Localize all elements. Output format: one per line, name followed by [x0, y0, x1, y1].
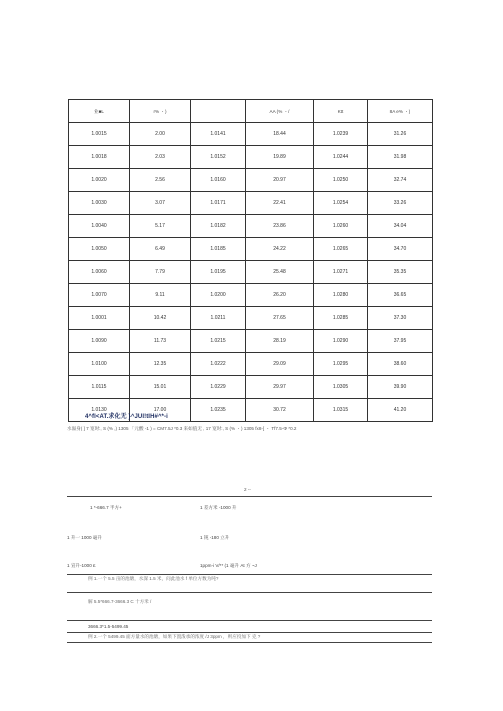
table-cell: 1.0280 — [314, 284, 368, 307]
table-row — [69, 284, 433, 307]
table-cell: 1.0015 — [69, 123, 130, 146]
table-cell: 31.98 — [368, 146, 433, 169]
table-row — [69, 376, 433, 399]
table-cell: 3.07 — [130, 192, 191, 215]
table-cell: 28.19 — [246, 330, 314, 353]
table-header-row — [69, 100, 433, 123]
table-cell: 1.0171 — [191, 192, 246, 215]
divider-top — [67, 496, 432, 497]
table-cell: 9.11 — [130, 284, 191, 307]
table-row — [69, 353, 433, 376]
table-cell: 1.0070 — [69, 284, 130, 307]
unit-line-3b: 1ppm-i V/** (1 毫升 At 方 ~J — [200, 563, 257, 568]
unit-line-1a: 1 *-666.7 半方+ — [90, 505, 122, 510]
table-row — [69, 238, 433, 261]
table-cell: 1.0315 — [314, 399, 368, 422]
unit-line-2b: 1 钝 -180 立升 — [200, 535, 230, 540]
table-cell: 1.0260 — [314, 215, 368, 238]
table-cell: 1.0050 — [69, 238, 130, 261]
table-cell: 1.0295 — [314, 353, 368, 376]
table-cell: 1.0254 — [314, 192, 368, 215]
column-header — [191, 100, 246, 123]
column-header: r% ・) — [130, 100, 191, 123]
table-cell: 34.70 — [368, 238, 433, 261]
divider-4 — [67, 632, 432, 633]
table-cell: 1.0018 — [69, 146, 130, 169]
table-cell: 1.0290 — [314, 330, 368, 353]
table-cell: 20.97 — [246, 169, 314, 192]
table-row — [69, 307, 433, 330]
page-number: 2 -- — [244, 487, 251, 492]
example-1-answer: 解 5.5*666.7-3666.3 C 十方米 / — [88, 599, 152, 604]
column-header: 8A e% ・) — [368, 100, 433, 123]
table-cell: 29.09 — [246, 353, 314, 376]
table-cell: 1.0185 — [191, 238, 246, 261]
table-cell: 1.0305 — [314, 376, 368, 399]
table-cell: 1.0244 — [314, 146, 368, 169]
table-cell: 1.0100 — [69, 353, 130, 376]
table-cell: 1.0090 — [69, 330, 130, 353]
table-cell: 6.49 — [130, 238, 191, 261]
unit-line-1b: 1 差方米 -1000 升 — [200, 505, 237, 510]
table-cell: 1.0250 — [314, 169, 368, 192]
table-cell: 1.0030 — [69, 192, 130, 215]
table-cell: 1.0271 — [314, 261, 368, 284]
table-row — [69, 192, 433, 215]
table-cell: 37.30 — [368, 307, 433, 330]
table-cell: 34.04 — [368, 215, 433, 238]
table-cell: 1.0001 — [69, 307, 130, 330]
table-cell: 39.90 — [368, 376, 433, 399]
table-cell: 26.20 — [246, 284, 314, 307]
table-cell: 1.0215 — [191, 330, 246, 353]
table-cell: 1.0152 — [191, 146, 246, 169]
table-cell: 1.0229 — [191, 376, 246, 399]
table-row — [69, 146, 433, 169]
table-cell: 30.72 — [246, 399, 314, 422]
table-cell: 1.0200 — [191, 284, 246, 307]
table-cell: 1.0285 — [314, 307, 368, 330]
table-cell: 36.65 — [368, 284, 433, 307]
table-cell: 41.20 — [368, 399, 433, 422]
table-cell: 17.00 — [130, 399, 191, 422]
divider-1 — [67, 574, 432, 575]
example-1-question: 例 1.一个 5.5 亩的池塘，水深 1.5 米，问此池水 f 单位方数为吨? — [88, 576, 219, 581]
table-cell: 1.0141 — [191, 123, 246, 146]
table-cell: 1.0239 — [314, 123, 368, 146]
table-cell: 1.0040 — [69, 215, 130, 238]
table-cell: 1.0235 — [191, 399, 246, 422]
column-header: Ktt — [314, 100, 368, 123]
divider-3 — [67, 620, 432, 621]
table-cell: 32.74 — [368, 169, 433, 192]
table-cell: 1.0060 — [69, 261, 130, 284]
unit-line-2a: 1 升一 1000 毫升 — [67, 535, 102, 540]
table-cell: 25.48 — [246, 261, 314, 284]
table-cell: 35.35 — [368, 261, 433, 284]
table-row — [69, 215, 433, 238]
table-cell: 24.22 — [246, 238, 314, 261]
example-2-question: 例 2.一个 5499.45 面方量水的池塘，如果下置泼承的浓度 /J 3ppm ，则应投加下 克 ? — [88, 634, 261, 639]
table-cell: 2.56 — [130, 169, 191, 192]
table-cell: 38.60 — [368, 353, 433, 376]
table-cell: 2.03 — [130, 146, 191, 169]
table-row — [69, 261, 433, 284]
table-cell: 1.0222 — [191, 353, 246, 376]
table-cell: 27.65 — [246, 307, 314, 330]
table-cell: 2.00 — [130, 123, 191, 146]
table-cell: 10.42 — [130, 307, 191, 330]
table-cell: 22.41 — [246, 192, 314, 215]
table-row — [69, 169, 433, 192]
table-cell: 1.0182 — [191, 215, 246, 238]
table-cell: 33.26 — [368, 192, 433, 215]
table-cell: 15.01 — [130, 376, 191, 399]
table-cell: 1.0020 — [69, 169, 130, 192]
unit-line-3a: 1 宣升-1000 £ — [67, 563, 96, 568]
divider-5 — [67, 642, 432, 643]
table-cell: 1.0265 — [314, 238, 368, 261]
table-row — [69, 330, 433, 353]
table-cell: 7.79 — [130, 261, 191, 284]
table-row — [69, 123, 433, 146]
table-cell: 1.0115 — [69, 376, 130, 399]
table-cell: 31.26 — [368, 123, 433, 146]
table-cell: 1.0211 — [191, 307, 246, 330]
table-cell: 19.89 — [246, 146, 314, 169]
table-cell: 18.44 — [246, 123, 314, 146]
table-cell: 11.73 — [130, 330, 191, 353]
example-1-calc: 3666.3*1.5-5499.45 — [88, 624, 129, 629]
table-cell: 1.0130 — [69, 399, 130, 422]
column-header: 业■L — [69, 100, 130, 123]
data-table — [68, 99, 433, 422]
table-cell: 1.0160 — [191, 169, 246, 192]
table-cell: 29.97 — [246, 376, 314, 399]
table-cell: 5.17 — [130, 215, 191, 238]
table-cell: 23.86 — [246, 215, 314, 238]
table-cell: 1.0195 — [191, 261, 246, 284]
divider-2 — [67, 592, 432, 593]
table-caption: 4^fl<AT.求化无 }^JUI!tIH#^*-i — [85, 414, 168, 420]
formula-note: 水溢身( ] 7 宽时:, S (% ,) 1305 「元酸 -1 ) = CM7.5J *0.3 来如值无 , 17 宽时:, S (% ・) 1305 fx8-[ ・ Tf7.5-Φ *0.2 — [67, 426, 297, 431]
table-cell: 37.95 — [368, 330, 433, 353]
column-header: AA (% ・/ — [246, 100, 314, 123]
table-cell: 12.35 — [130, 353, 191, 376]
